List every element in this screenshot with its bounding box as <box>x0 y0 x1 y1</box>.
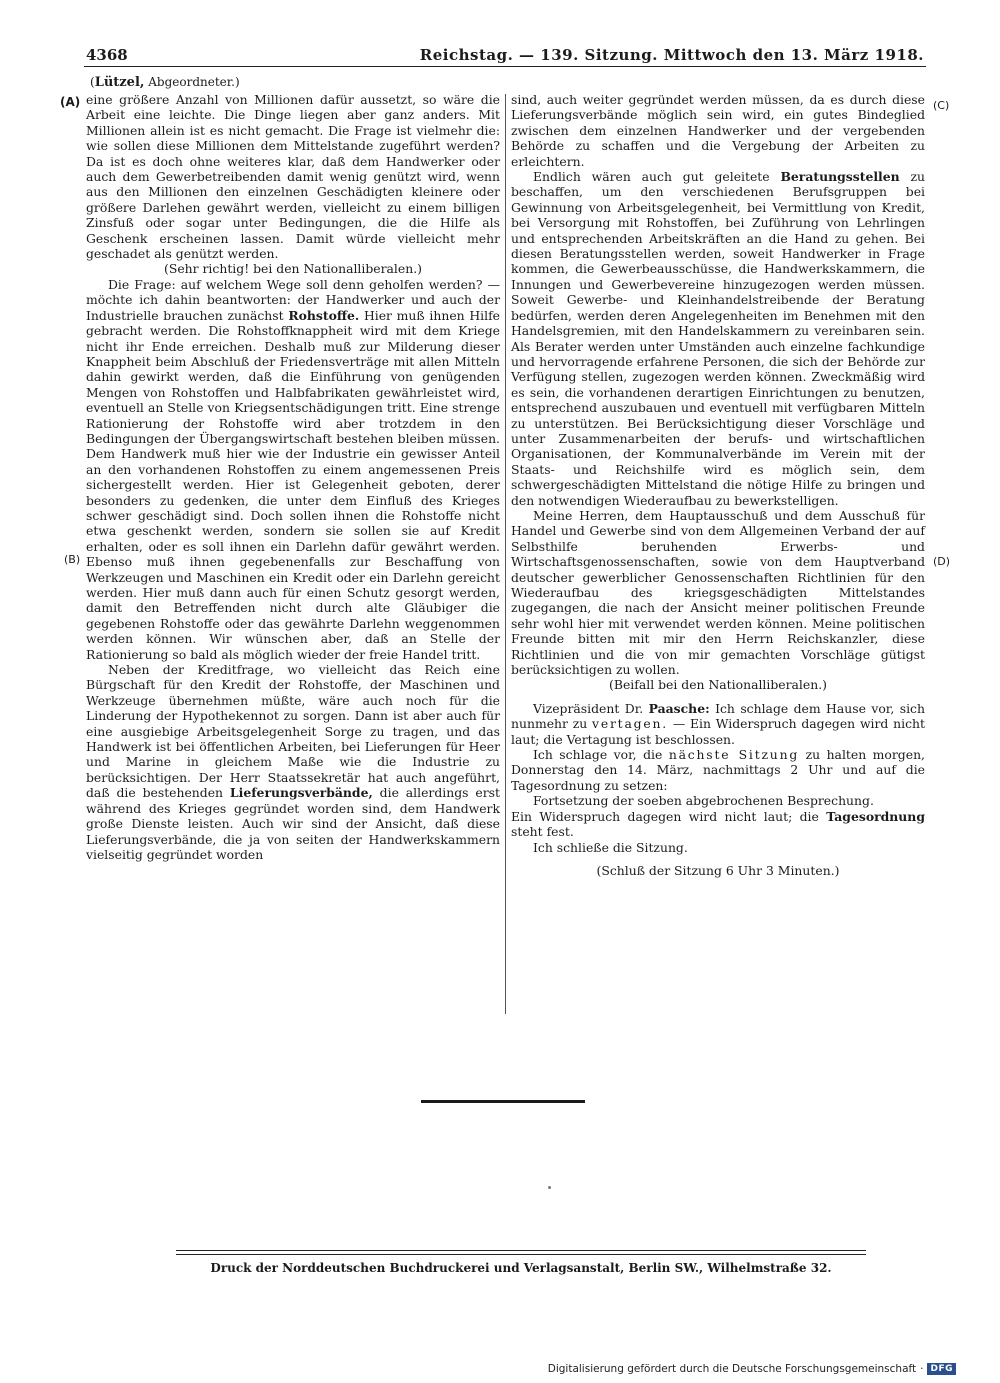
left-paragraph-3 <box>86 662 500 862</box>
speaker-role: Abgeordneter.) <box>148 75 240 89</box>
right-paragraph-3: Meine Herren, dem Hauptausschuß und dem Ausschuß für Handel und Gewerbe sind von dem Allgemeinen Verband der auf Selbsthilfe beruhenden Erwerbs- und Wirtschaftsgenossenschaften, sowie von dem Hauptverband deutscher gewerblicher Genossenschaften Richtlinien für den Wiederaufbau des kriegsgeschädigten Mittelstandes zugegangen, die nach der Ansicht meiner politischen Freunde sehr wohl hier mit verwendet werden können. Meine politischen Freunde bitten mit mir den Herrn Reichskanzler, diese Richtlinien und die von mir gemachten Vorschläge gütigst berücksichtigen zu wollen. <box>511 507 925 678</box>
next-session-paragraph <box>511 747 925 793</box>
digitization-credit <box>548 1363 956 1375</box>
text-run: steht fest. <box>511 824 574 840</box>
text-run: zu beschaffen, um den verschiedenen Berufsgruppen bei Gewinnung von Arbeitsgelegenheit, bei Vermittlung von Kredit, bei Versorgung mit Rohstoffen, bei Zuführung von Lehrlingen und entsprechenden Arbeitskräften an die Hand zu gehen. Bei diesen Beratungsstellen werden, soweit Handwerker in Frage kommen, die Gewerbeausschüsse, die Handwerkskammern, die Innungen und Gewerbevereine hinzugezogen werden müssen. Soweit Gewerbe- und Kleinhandelstreibende der Beratung bedürfen, werden deren Angelegenheiten im Benehmen mit den Handelsgremien, mit den Handelskammern zu vereinbaren sein. Als Berater werden unter Umständen auch einzelne fachkundige und hervorragende erfahrene Personen, die sich der Behörde zur Verfügung stellen, zugezogen werden können. Zweckmäßig wird es sein, die vorhandenen derartigen Einrichtungen zu benutzen, entsprechend auszubauen und eventuell mit verfügbaren Mitteln zu unterstützen. Bei Berücksichtigung dieser Vorschläge und unter Zusammenarbeiten der berufs- und wirtschaftlichen Organisationen, der Kommunalverbände im Verein mit der Staats- und Reichshilfe wird es möglich sein, dem schwergeschädigten Mittelstand die nötige Hilfe zu bringen und den notwendigen Wiederaufbau zu bewerkstelligen. <box>511 169 925 508</box>
speaker-open-paren: ( <box>90 75 95 89</box>
margin-mark-c: (C) <box>933 99 950 112</box>
header-rule <box>84 66 926 67</box>
agenda-agreed <box>511 809 925 840</box>
speaker-paasche: Paasche: <box>648 700 710 716</box>
keyword-beratungsstellen: Beratungsstellen <box>780 169 900 185</box>
dfg-logo-icon: DFG <box>927 1363 956 1375</box>
vice-president-statement <box>511 701 925 747</box>
keyword-lieferungsverbaende: Lieferungsverbände, <box>229 785 373 801</box>
applause-note: (Sehr richtig! bei den Nationalliberalen.) <box>164 261 422 277</box>
agenda-item: Fortsetzung der soeben abgebrochenen Besprechung. <box>533 793 874 809</box>
credit-text: Digitalisierung gefördert durch die Deutsche Forschungsgemeinschaft <box>547 1363 917 1375</box>
text-run: Ein Widerspruch dagegen wird nicht laut; die <box>511 808 819 824</box>
left-paragraph-2 <box>86 277 500 662</box>
left-column <box>86 92 500 862</box>
text-run: Ich schlage vor, die <box>533 747 663 763</box>
text-run: zu halten morgen, Donnerstag den 14. März, nachmittags 2 Uhr und auf die Tagesordnung zu setzen: <box>511 747 925 793</box>
credit-separator: · <box>920 1363 924 1375</box>
session-end-note: (Schluß der Sitzung 6 Uhr 3 Minuten.) <box>596 862 840 878</box>
left-paragraph-1: eine größere Anzahl von Millionen dafür aussetzt, so wäre die Arbeit eine leichte. Die Dinge liegen aber ganz anders. Mit Millionen allein ist es nicht gemacht. Die Frage ist vielmehr die: wie sollen diese Millionen dem Mittelstande zugeführt werden? Da ist es doch ohne weiteres klar, daß dem Handwerker oder auch dem Gewerbetreibenden damit wenig genützt wird, wenn aus den Millionen den einzelnen Geschädigten kleinere oder größere Darlehen gewährt werden, vielleicht zu einem billigen Zinsfuß oder sogar unter Bedingungen, die die Hilfe als Geschenk erscheinen lassen. Damit würde vielleicht mehr geschadet als genützt werden. <box>86 92 500 262</box>
text-run: die allerdings erst während des Krieges gegründet worden sind, dem Handwerk große Dienste leisten. Auch wir sind der Ansicht, daß diese Lieferungsverbände, die ja von seiten der Handwerkskammern vielseitig gegründet worden <box>86 785 500 862</box>
footer-rule <box>176 1250 866 1255</box>
page-header <box>86 46 924 68</box>
text-run: Neben der Kreditfrage, wo vielleicht das Reich eine Bürgschaft für den Kredit der Rohstoffe, der Maschinen und Werkzeuge übernehmen müßte, wäre auch noch für die Linderung der Hypothekennot zu sorgen. Dann ist aber auch für eine ausgiebige Arbeitsgelegenheit Sorge zu tragen, und das Handwerk ist bei öffentlichen Arbeiten, bei Lieferungen für Heer und Marine in gleichem Maße wie die Industrie zu berücksichtigen. Der Herr Staatssekretär hat auch angeführt, daß die bestehenden <box>86 662 500 801</box>
spaced-vertagen: vertagen. <box>592 716 669 732</box>
column-divider <box>505 94 506 1014</box>
text-run: Hier muß ihnen Hilfe gebracht werden. Die Rohstoffknappheit wird mit dem Kriege nicht ihr Ende erreichen. Deshalb muß zur Milderung dieser Knappheit beim Abschluß der Friedensverträge mit allen Mitteln dahin gewirkt werden, daß die Einführung von genügenden Mengen von Rohstoffen und Halbfabrikaten gewährleistet wird, eventuell an Stelle von Kriegsentschädigungen tritt. Eine strenge Rationierung der Rohstoffe wird aber trotzdem in den Bedingungen der Übergangswirtschaft bestehen bleiben müssen. Dem Handwerk muß hier wie der Industrie ein gewisser Anteil an den vorhandenen Rohstoffen zu einem angemessenen Preis sichergestellt werden. Hier ist Gelegenheit geboten, derer besonders zu gedenken, die unter dem Einfluß des Krieges schwer geschädigt sind. Doch sollen ihnen die Rohstoffe nicht etwa geschenkt werden, sondern sie sollen sie auf Kredit erhalten, oder es soll ihnen ein Darlehn dafür gewährt werden. Ebenso muß ihnen gegebenenfalls zur Beschaffung von Werkzeugen und Maschinen ein Kredit oder ein Darlehn gereicht werden. Hier muß dann auch für einen Schutz gesorgt werden, damit den Betreffenden nicht durch alte Gläubiger die gegebenen Rohstoffe oder das gewährte Darlehn weggenommen werden können. Wir wünschen aber, daß an Stelle der Rationierung so bald als möglich wieder der freie Handel tritt. <box>86 307 500 662</box>
spaced-naechste-sitzung: nächste Sitzung <box>668 747 800 763</box>
margin-mark-b: (B) <box>64 553 81 566</box>
running-title: Reichstag. — 139. Sitzung. Mittwoch den 13. März 1918. <box>419 46 924 64</box>
text-run: Ich schlage dem Hause vor, sich nunmehr zu <box>511 700 925 732</box>
applause-note: (Beifall bei den Nationalliberalen.) <box>609 677 827 693</box>
end-rule <box>421 1100 585 1103</box>
keyword-rohstoffe: Rohstoffe. <box>288 307 360 323</box>
speaker-line <box>90 75 240 90</box>
text-run: — Ein Widerspruch dagegen wird nicht laut; die Vertagung ist beschlossen. <box>511 716 925 747</box>
page-number: 4368 <box>86 46 128 64</box>
right-paragraph-2 <box>511 169 925 508</box>
margin-mark-d: (D) <box>933 555 951 568</box>
speaker-name: Lützel, <box>94 75 145 90</box>
text-run: Die Frage: auf welchem Wege soll denn geholfen werden? — möchte ich dahin beantworten: der Handwerker und auch der Industrielle brauchen zunächst <box>86 276 500 323</box>
printer-imprint: Druck der Norddeutschen Buchdruckerei und Verlagsanstalt, Berlin SW., Wilhelmstraße 32. <box>210 1261 832 1275</box>
right-paragraph-1: sind, auch weiter gegründet werden müssen, da es durch diese Lieferungsverbände möglich sein wird, ein gutes Bindeglied zwischen dem einzelnen Handwerker und der vergebenden Behörde zu schaffen und die Vergebung der Arbeiten zu erleichtern. <box>511 92 925 169</box>
keyword-tagesordnung: Tagesordnung <box>826 808 925 824</box>
speck-mark <box>548 1186 551 1189</box>
session-close: Ich schließe die Sitzung. <box>533 839 688 855</box>
text-run: Vizepräsident Dr. <box>533 700 644 716</box>
text-run: Endlich wären auch gut geleitete <box>533 169 770 185</box>
right-column <box>511 92 925 878</box>
margin-mark-a: (A) <box>60 95 81 109</box>
